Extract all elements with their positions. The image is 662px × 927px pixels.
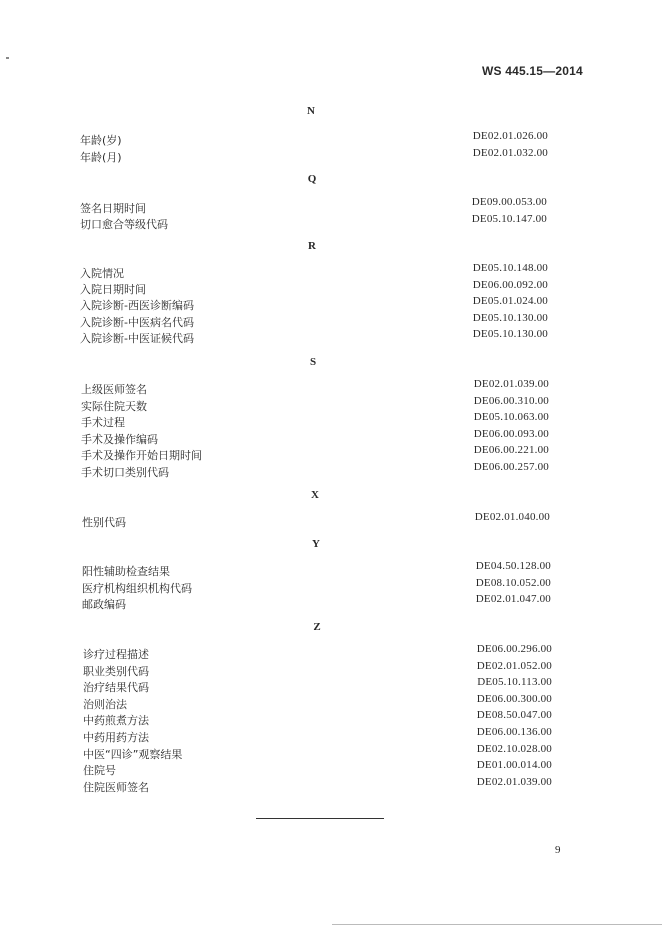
entry-term: 住院号 <box>83 764 116 778</box>
entry-term: 手术及操作编码 <box>81 432 158 446</box>
index-entry <box>83 691 552 711</box>
index-entry <box>80 211 547 231</box>
section-z-entries <box>83 641 552 794</box>
entry-code: DE02.01.026.00 <box>472 130 548 143</box>
entry-code: DE06.00.136.00 <box>476 725 552 738</box>
section-letter-y: Y <box>312 538 320 550</box>
entry-term: 入院诊断-中医病名代码 <box>80 315 194 329</box>
section-letter-z: Z <box>313 621 321 633</box>
section-r-entries <box>80 260 548 346</box>
entry-term: 中医“四诊”观察结果 <box>83 747 183 761</box>
entry-code: DE05.10.130.00 <box>472 311 548 324</box>
entry-code: DE06.00.221.00 <box>473 444 549 457</box>
section-q-entries <box>80 194 547 231</box>
entry-term: 医疗机构组织机构代码 <box>82 581 192 595</box>
entry-code: DE06.00.257.00 <box>473 460 549 473</box>
section-x-entries <box>82 509 550 529</box>
entry-term: 签名日期时间 <box>80 202 146 215</box>
index-entry <box>80 277 548 294</box>
index-entry <box>83 741 552 761</box>
index-entry <box>83 724 552 744</box>
entry-code: DE05.10.148.00 <box>472 262 548 274</box>
index-entry <box>82 558 551 578</box>
index-entry <box>80 145 548 162</box>
page-number: 9 <box>555 844 561 856</box>
index-entry <box>80 326 548 346</box>
scan-speck <box>6 57 9 59</box>
index-entry <box>80 293 548 313</box>
entry-code: DE05.10.147.00 <box>471 212 547 225</box>
entry-code: DE05.10.113.00 <box>477 676 552 689</box>
section-n-entries <box>80 128 548 164</box>
entry-term: 年龄(月) <box>80 150 122 164</box>
entry-code: DE02.01.039.00 <box>473 378 549 390</box>
entry-term: 性别代码 <box>82 516 126 529</box>
section-letter-q: Q <box>307 173 317 185</box>
index-entry <box>83 774 552 794</box>
entry-term: 诊疗过程描述 <box>83 648 149 661</box>
entry-code: DE02.10.028.00 <box>476 742 552 755</box>
entry-code: DE08.10.052.00 <box>475 576 551 589</box>
index-entry <box>82 509 550 529</box>
entry-term: 治疗结果代码 <box>83 681 149 695</box>
index-entry <box>83 707 552 728</box>
entry-term: 治则治法 <box>83 697 127 711</box>
entry-code: DE06.00.092.00 <box>472 278 548 291</box>
entry-code: DE02.01.040.00 <box>474 511 550 523</box>
entry-code: DE08.50.047.00 <box>476 709 552 722</box>
entry-code: DE02.01.052.00 <box>476 659 552 672</box>
entry-term: 手术及操作开始日期时间 <box>81 449 202 463</box>
entry-code: DE01.00.014.00 <box>476 759 552 772</box>
entry-term: 入院诊断-中医证候代码 <box>80 332 194 346</box>
entry-code: DE04.50.128.00 <box>475 560 551 572</box>
entry-code: DE02.01.039.00 <box>476 775 552 788</box>
section-letter-x: X <box>311 489 319 501</box>
entry-term: 手术过程 <box>81 416 125 430</box>
entry-term: 中药用药方法 <box>83 730 149 744</box>
section-letter-s: S <box>309 356 317 368</box>
index-entry <box>83 757 552 778</box>
entry-code: DE05.01.024.00 <box>472 295 548 308</box>
end-divider-line <box>256 818 384 819</box>
entry-term: 实际住院天数 <box>81 399 147 413</box>
entry-code: DE09.00.053.00 <box>471 196 547 208</box>
entry-term: 邮政编码 <box>82 598 126 612</box>
entry-term: 入院情况 <box>80 267 124 280</box>
standard-code-header: WS 445.15—2014 <box>482 64 583 78</box>
section-s-entries <box>81 376 549 479</box>
index-entry <box>82 575 551 595</box>
entry-term: 中药煎煮方法 <box>83 714 149 728</box>
entry-code: DE06.00.093.00 <box>473 427 549 440</box>
index-entry <box>83 641 552 661</box>
entry-code: DE02.01.047.00 <box>475 593 551 606</box>
index-entry <box>80 260 548 280</box>
section-y-entries <box>82 558 551 612</box>
section-letter-r: R <box>308 240 316 252</box>
entry-term: 职业类别代码 <box>83 664 149 678</box>
index-entry <box>81 409 549 430</box>
index-entry <box>80 310 548 327</box>
section-letter-n: N <box>307 105 315 117</box>
index-entry <box>81 442 549 463</box>
entry-term: 入院日期时间 <box>80 282 146 296</box>
entry-code: DE05.10.130.00 <box>472 328 548 341</box>
index-entry <box>80 194 547 215</box>
index-entry <box>80 128 548 148</box>
entry-code: DE05.10.063.00 <box>473 411 549 424</box>
entry-term: 入院诊断-西医诊断编码 <box>80 299 194 313</box>
index-entry <box>81 376 549 396</box>
entry-code: DE02.01.032.00 <box>472 146 548 159</box>
entry-term: 年龄(岁) <box>80 134 122 148</box>
entry-term: 住院医师签名 <box>83 780 149 794</box>
entry-term: 切口愈合等级代码 <box>80 217 168 231</box>
index-entry <box>81 459 549 479</box>
entry-code: DE06.00.310.00 <box>473 394 549 407</box>
index-entry <box>81 426 549 446</box>
index-entry <box>81 393 549 413</box>
entry-term: 阳性辅助检查结果 <box>82 565 170 578</box>
scan-edge-line <box>332 924 662 925</box>
index-entry <box>82 591 551 612</box>
entry-term: 上级医师签名 <box>81 383 147 396</box>
index-entry <box>83 674 552 695</box>
entry-code: DE06.00.300.00 <box>476 692 552 705</box>
entry-code: DE06.00.296.00 <box>476 643 552 655</box>
index-entry <box>83 658 552 678</box>
entry-term: 手术切口类别代码 <box>81 465 169 479</box>
